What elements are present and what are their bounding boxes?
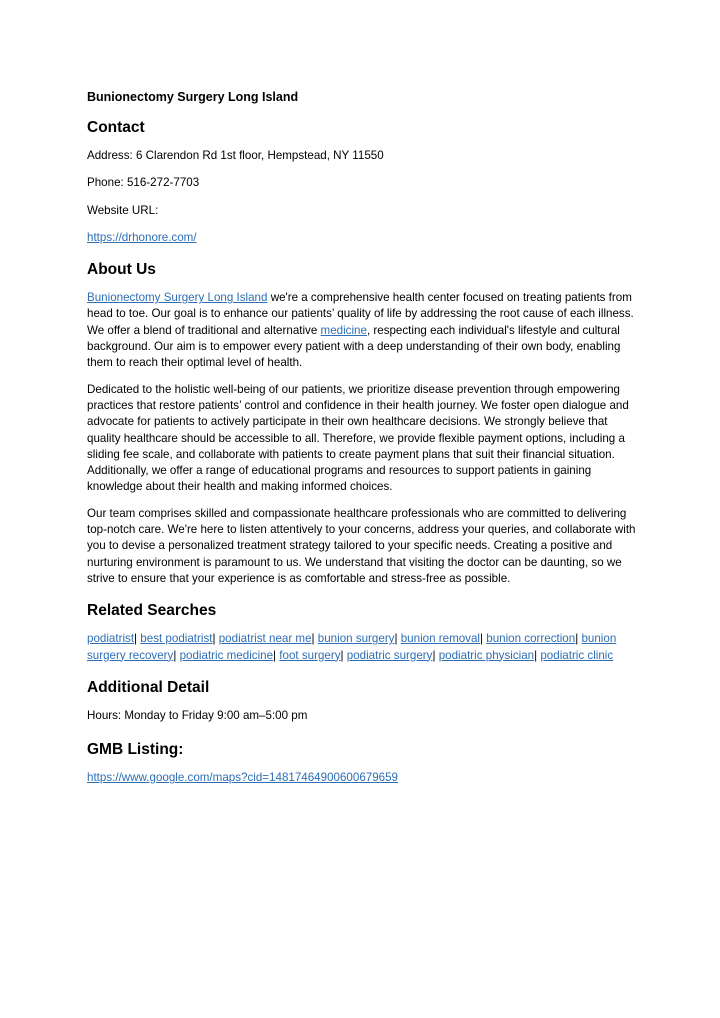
separator: | [134, 632, 138, 646]
separator: | [273, 648, 277, 662]
related-link-podiatrist-near-me[interactable]: podiatrist near me [218, 632, 312, 646]
related-link-podiatric-medicine[interactable]: podiatric medicine [179, 648, 274, 662]
separator: | [432, 648, 436, 662]
separator: | [212, 632, 216, 646]
medicine-link[interactable]: medicine [320, 323, 367, 337]
related-link-podiatric-physician[interactable]: podiatric physician [438, 648, 535, 662]
related-link-bunion-correction[interactable]: bunion correction [486, 632, 576, 646]
related-link-bunion-surgery-recovery[interactable]: bunion surgery recovery [87, 632, 617, 662]
about-p1-text-b: , respecting each individual's lifestyle and cultural background. Our aim is to empower every patient with a deep understanding of their own body, enabling them to reach their optimal level of health. [87, 323, 621, 370]
additional-detail-heading: Additional Detail [87, 678, 210, 696]
about-p1-text-a: we're a comprehensive health center focused on treating patients from head to toe. Our goal is to enhance our patients’ quality of life by addressing the root cause of each illness. We offer a blend of traditional and alternative [87, 291, 634, 337]
separator: | [575, 632, 579, 646]
related-link-bunion-surgery[interactable]: bunion surgery [317, 632, 395, 646]
website-label: Website URL: [87, 203, 159, 217]
phone-text: Phone: 516-272-7703 [87, 176, 200, 190]
about-paragraph-3: Our team comprises skilled and compassionate healthcare professionals who are committed to delivering top-notch care. We're here to listen attentively to your concerns, address your queries, and collaborate with you to devise a personalized treatment strategy tailored to your specific needs. Creating a positive and nurturing environment is paramount to us. We understand that visiting the doctor can be daunting, so we strive to ensure that your experience is as comfortable and stress-free as possible. [87, 506, 636, 585]
contact-heading: Contact [87, 119, 145, 136]
address-text: Address: 6 Clarendon Rd 1st floor, Hempstead, NY 11550 [87, 149, 384, 162]
related-searches-list [87, 631, 640, 664]
about-paragraph-1 [87, 290, 640, 371]
related-link-podiatric-clinic[interactable]: podiatric clinic [540, 648, 614, 662]
about-title-link[interactable]: Bunionectomy Surgery Long Island [87, 291, 268, 305]
website-line [87, 230, 640, 246]
about-paragraph-2: Dedicated to the holistic well-being of our patients, we prioritize disease prevention through empowering practices that restore patients’ control and confidence in their health journey. We foster open dialogue and advocate for patients to actively participate in their own healthcare decisions. We strongly believe that quality healthcare should be accessible to all. Therefore, we provide flexible payment options, including a sliding fee scale, and collaborate with patients to create payment plans that suit their financial situation. Additionally, we offer a range of educational programs and resources to support patients in gaining knowledge about their health and making informed choices. [87, 382, 629, 494]
separator: | [173, 648, 177, 662]
gmb-line [87, 770, 640, 786]
related-link-podiatrist[interactable]: podiatrist [87, 632, 135, 646]
document-title: Bunionectomy Surgery Long Island [87, 90, 299, 104]
related-link-podiatric-surgery[interactable]: podiatric surgery [346, 648, 433, 662]
related-searches-heading: Related Searches [87, 602, 217, 620]
hours-text: Hours: Monday to Friday 9:00 am–5:00 pm [87, 708, 308, 722]
gmb-link[interactable]: https://www.google.com/maps?cid=14817464900600679659 [87, 771, 399, 785]
separator: | [534, 648, 538, 662]
related-link-foot-surgery[interactable]: foot surgery [279, 648, 341, 662]
separator: | [340, 648, 344, 662]
separator: | [311, 632, 315, 646]
separator: | [480, 632, 484, 646]
about-heading: About Us [87, 261, 156, 279]
related-link-best-podiatrist[interactable]: best podiatrist [140, 632, 213, 646]
gmb-listing-heading: GMB Listing: [87, 741, 184, 759]
separator: | [394, 632, 398, 646]
related-link-bunion-removal[interactable]: bunion removal [400, 632, 481, 646]
website-link[interactable]: https://drhonore.com/ [87, 230, 197, 244]
